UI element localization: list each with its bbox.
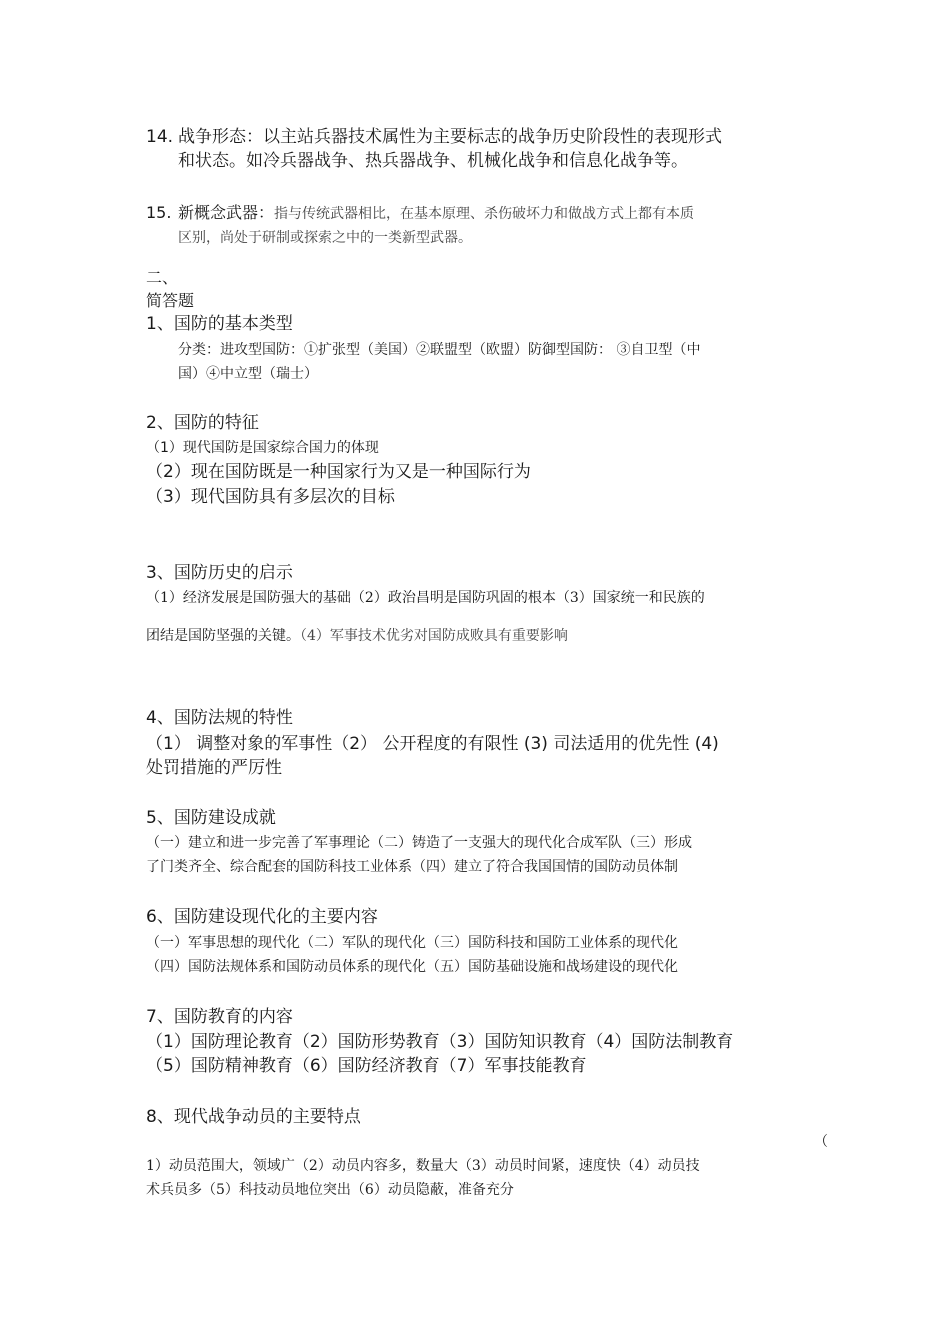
question-1-title: 1、国防的基本类型 [146, 314, 293, 334]
definition-line: 战争形态：以主站兵器技术属性为主要标志的战争历史阶段性的表现形式 [178, 127, 722, 147]
answer-line: 分类：进攻型国防：①扩张型（美国）②联盟型（欧盟）防御型国防： ③自卫型（中 [178, 342, 701, 358]
answer-6 [146, 931, 818, 979]
question-6-title: 6、国防建设现代化的主要内容 [146, 907, 378, 927]
answer-line: 术兵员多（5）科技动员地位突出（6）动员隐蔽，准备充分 [146, 1182, 514, 1198]
answer-line: （一）军事思想的现代化（二）军队的现代化（三）国防科技和国防工业体系的现代化 [146, 935, 678, 951]
item-number: 15. [146, 203, 172, 222]
question-8-title: 8、现代战争动员的主要特点 [146, 1107, 361, 1127]
answer-8 [146, 1154, 818, 1202]
answer-line: （1）国防理论教育（2）国防形势教育（3）国防知识教育（4）国防法制教育 [146, 1032, 734, 1052]
answer-line: 国）④中立型（瑞士） [178, 366, 318, 382]
answer-2-item-1: （1）现代国防是国家综合国力的体现 [146, 440, 379, 456]
answer-5 [146, 831, 818, 879]
question-7-title: 7、国防教育的内容 [146, 1007, 293, 1027]
question-3-title: 3、国防历史的启示 [146, 563, 293, 583]
answer-line: （5）国防精神教育（6）国防经济教育（7）军事技能教育 [146, 1056, 587, 1076]
answer-1 [178, 338, 818, 386]
answer-text: （4）军事技术优劣对国防成败具有重要影响 [300, 628, 568, 644]
question-4-title: 4、国防法规的特性 [146, 708, 293, 728]
answer-line: （1） 调整对象的军事性（2） 公开程度的有限性 (3) 司法适用的优先性 (4) [146, 734, 719, 754]
section-label: 二、 [146, 268, 179, 287]
answer-2-item-3: （3）现代国防具有多层次的目标 [146, 487, 395, 507]
definition-14 [146, 125, 816, 173]
item-number: 14. [146, 127, 174, 147]
answer-3-line-2 [146, 624, 816, 648]
definition-15 [146, 201, 816, 250]
definition-term: 新概念武器： [178, 203, 275, 222]
answer-4 [146, 732, 816, 780]
section-title: 简答题 [146, 291, 195, 310]
answer-3-line-1: （1）经济发展是国防强大的基础（2）政治昌明是国防巩固的根本（3）国家统一和民族的 [146, 590, 705, 606]
answer-line: 处罚措施的严厉性 [146, 758, 282, 778]
definition-line: 和状态。如冷兵器战争、热兵器战争、机械化战争和信息化战争等。 [178, 151, 688, 171]
definition-line: 区别，尚处于研制或探索之中的一类新型武器。 [178, 230, 472, 246]
answer-line: （一）建立和进一步完善了军事理论（二）铸造了一支强大的现代化合成军队（三）形成 [146, 835, 692, 851]
answer-7 [146, 1030, 816, 1078]
answer-line: 了门类齐全、综合配套的国防科技工业体系（四）建立了符合我国国情的国防动员体制 [146, 859, 678, 875]
answer-text: 团结是国防坚强的关键。 [146, 628, 300, 644]
answer-line: （四）国防法规体系和国防动员体系的现代化（五）国防基础设施和战场建设的现代化 [146, 959, 678, 975]
answer-8-paren: （ [814, 1134, 828, 1150]
answer-2-item-2: （2）现在国防既是一种国家行为又是一种国际行为 [146, 462, 531, 482]
definition-line: 指与传统武器相比，在基本原理、杀伤破坏力和做战方式上都有本质 [274, 206, 695, 222]
question-5-title: 5、国防建设成就 [146, 808, 276, 828]
answer-line: 1）动员范围大，领域广（2）动员内容多，数量大（3）动员时间紧，速度快（4）动员技 [146, 1158, 700, 1174]
question-2-title: 2、国防的特征 [146, 413, 259, 433]
